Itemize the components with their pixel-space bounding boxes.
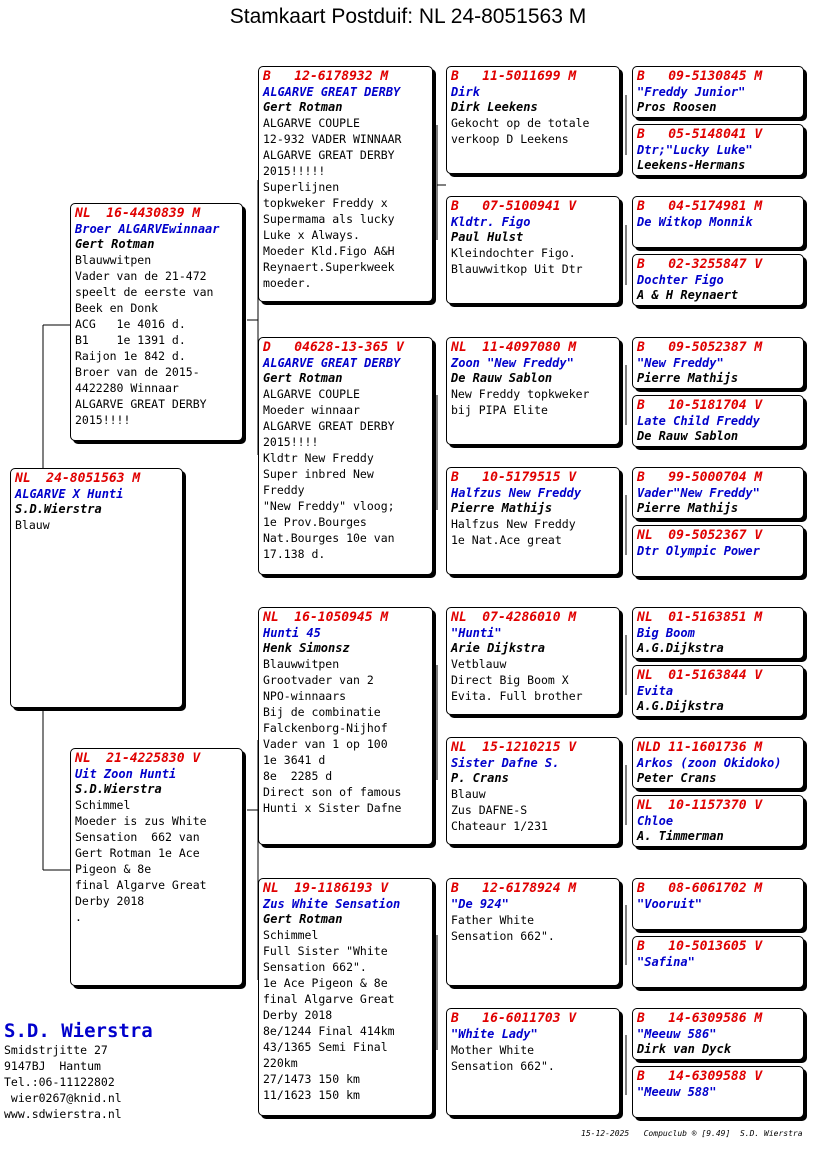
ring-number: NL 16-1050945 M — [263, 610, 389, 625]
pigeon-info-line: Full Sister "White — [263, 944, 388, 958]
pigeon-info-line: Luke x Always. — [263, 228, 360, 242]
pigeon-name: Hunti 45 — [263, 626, 321, 640]
breeder-name: Henk Simonsz — [263, 641, 350, 655]
pigeon-info-line: Pigeon & 8e — [75, 862, 152, 876]
pigeon-info-line: 2015!!!! — [263, 435, 319, 449]
pigeon-name: "Vooruit" — [637, 897, 703, 911]
pigeon-info: Blauw — [15, 518, 50, 532]
pigeon-info-line: final Algarve Great — [263, 992, 395, 1006]
pigeon-info-line: Moeder winnaar — [263, 403, 360, 417]
ring-number: NL 01-5163844 V — [637, 668, 763, 683]
pigeon-info-line: 220km — [263, 1056, 298, 1070]
pigeon-info-line: ALGARVE GREAT DERBY — [75, 397, 207, 411]
pigeon-info-line: 43/1365 Semi Final — [263, 1040, 388, 1054]
pigeon-info-line: Nat.Bourges 10e van — [263, 531, 395, 545]
pigeon-name: Chloe — [637, 814, 674, 828]
ancestor-card-g11[interactable] — [632, 795, 804, 847]
ring-number: B 09-5130845 M — [637, 69, 763, 84]
pigeon-info-line: bij PIPA Elite — [451, 403, 548, 417]
ring-number: NL 10-1157370 V — [637, 798, 763, 813]
ring-number: B 12-6178932 M — [263, 69, 389, 84]
ring-number: B 14-6309586 M — [637, 1011, 763, 1026]
pigeon-info-line: Hunti x Sister Dafne — [263, 801, 402, 815]
pigeon-info-line: 8e 2285 d — [263, 769, 333, 783]
ancestor-card-g1[interactable] — [632, 124, 804, 176]
ancestor-card-g0[interactable] — [632, 66, 804, 118]
breeder-name: Paul Hulst — [451, 230, 524, 244]
pigeon-info-line: B1 1e 1391 d. — [75, 333, 186, 347]
pigeon-name: "White Lady" — [451, 1027, 538, 1041]
pigeon-info-line: Derby 2018 — [75, 894, 145, 908]
pigeon-info-line: moeder. — [263, 276, 312, 290]
pigeon-info-line: Sensation 662". — [263, 960, 367, 974]
pigeon-info-line: NPO-winnaars — [263, 689, 347, 703]
ancestor-card-g4[interactable] — [632, 337, 804, 389]
ring-number: NL 19-1186193 V — [263, 881, 389, 896]
pigeon-info-line: 8e/1244 Final 414km — [263, 1024, 395, 1038]
pigeon-info-line: final Algarve Great — [75, 878, 207, 892]
breeder-name: Pierre Mathijs — [451, 501, 553, 515]
pigeon-info-line: Evita. Full brother — [451, 689, 583, 703]
ring-number: B 09-5052387 M — [637, 340, 763, 355]
owner-name: S.D. Wierstra — [4, 1020, 153, 1042]
pigeon-info-line: Gert Rotman 1e Ace — [75, 846, 200, 860]
pigeon-info-line: Moeder is zus White — [75, 814, 207, 828]
pigeon-name: Big Boom — [637, 626, 695, 640]
pigeon-name: Uit Zoon Hunti — [75, 767, 177, 781]
ring-number: B 05-5148041 V — [637, 127, 763, 142]
breeder-name: P. Crans — [451, 771, 509, 785]
ring-number: B 10-5181704 V — [637, 398, 763, 413]
pigeon-name: ALGARVE GREAT DERBY — [263, 356, 401, 370]
pigeon-info-line: ALGARVE GREAT DERBY — [263, 148, 395, 162]
pigeon-info-line: Halfzus New Freddy — [451, 517, 576, 531]
grandfather-paternal-card[interactable] — [258, 66, 433, 302]
ancestor-card-mff[interactable] — [446, 607, 620, 715]
pigeon-info-line: speelt de eerste van — [75, 285, 214, 299]
pigeon-info-line: Raijon 1e 842 d. — [75, 349, 186, 363]
ring-number: B 04-5174981 M — [637, 199, 763, 214]
breeder-name: A.G.Dijkstra — [637, 699, 724, 713]
pigeon-info-line: 11/1623 150 km — [263, 1088, 360, 1102]
pigeon-name: Dochter Figo — [637, 273, 724, 287]
owner-phone: Tel.:06-11122802 — [4, 1075, 115, 1089]
owner-address: Smidstrjitte 27 — [4, 1043, 108, 1057]
pigeon-info-line: New Freddy topkweker — [451, 387, 590, 401]
pigeon-info-line: Sensation 662". — [451, 929, 555, 943]
pigeon-info-line: 2015!!!!! — [263, 164, 326, 178]
pigeon-info-line: Broer van de 2015- — [75, 365, 200, 379]
pigeon-info-line: Mother White — [451, 1043, 535, 1057]
breeder-name: Peter Crans — [637, 771, 717, 785]
ring-number: D 04628-13-365 V — [263, 340, 404, 355]
pigeon-info-line: 1e Nat.Ace great — [451, 533, 562, 547]
pigeon-info-line: Bij de combinatie — [263, 705, 381, 719]
father-card[interactable] — [70, 203, 243, 441]
pigeon-info-line: Sensation 662 van — [75, 830, 200, 844]
ancestor-card-g14[interactable] — [632, 1008, 804, 1060]
breeder-name: Arie Dijkstra — [451, 641, 545, 655]
pigeon-info-line: Grootvader van 2 — [263, 673, 374, 687]
breeder-name: Leekens-Hermans — [637, 158, 746, 172]
ring-number: B 02-3255847 V — [637, 257, 763, 272]
pigeon-name: "Meeuw 588" — [637, 1085, 717, 1099]
breeder-name: Pros Roosen — [637, 100, 717, 114]
ring-number: NL 15-1210215 V — [451, 740, 577, 755]
ring-number: B 07-5100941 V — [451, 199, 577, 214]
grandmother-paternal-card[interactable] — [258, 337, 433, 575]
ring-number: B 08-6061702 M — [637, 881, 763, 896]
mother-card[interactable] — [70, 748, 243, 986]
breeder-name: Gert Rotman — [263, 912, 343, 926]
pigeon-info-line: Zus DAFNE-S — [451, 803, 528, 817]
ring-number: NLD 11-1601736 M — [637, 740, 763, 755]
pigeon-name: Broer ALGARVEwinnaar — [75, 222, 220, 236]
pigeon-name: De Witkop Monnik — [637, 215, 753, 229]
pigeon-info-line: 12-932 VADER WINNAAR — [263, 132, 402, 146]
pigeon-name: Dtr;"Lucky Luke" — [637, 143, 753, 157]
ancestor-card-g15[interactable] — [632, 1066, 804, 1118]
ancestor-card-g7[interactable] — [632, 525, 804, 577]
pigeon-info-line: "New Freddy" vloog; — [263, 499, 395, 513]
pigeon-name: Evita — [637, 684, 674, 698]
pigeon-info-line: ACG 1e 4016 d. — [75, 317, 186, 331]
ring-number: B 10-5179515 V — [451, 470, 577, 485]
pigeon-info-line: Blauw — [451, 787, 486, 801]
pigeon-info-line: Gekocht op de totale — [451, 116, 590, 130]
pigeon-info-line: ALGARVE COUPLE — [263, 116, 360, 130]
ancestor-card-g5[interactable] — [632, 395, 804, 447]
pigeon-info-line: Vader van 1 op 100 — [263, 737, 388, 751]
breeder-name: Dirk van Dyck — [637, 1042, 731, 1056]
breeder-name: A.G.Dijkstra — [637, 641, 724, 655]
pigeon-name: Late Child Freddy — [637, 414, 760, 428]
breeder-name: Pierre Mathijs — [637, 501, 739, 515]
ancestor-card-g2[interactable] — [632, 196, 804, 248]
ancestor-card-g8[interactable] — [632, 607, 804, 659]
pigeon-info-line: topkweker Freddy x — [263, 196, 388, 210]
ancestor-card-fff[interactable] — [446, 66, 620, 174]
ring-number: NL 01-5163851 M — [637, 610, 763, 625]
ring-number: NL 09-5052367 V — [637, 528, 763, 543]
pigeon-name: "Meeuw 586" — [637, 1027, 717, 1041]
pigeon-info-line: Vader van de 21-472 — [75, 269, 207, 283]
ring-number: NL 21-4225830 V — [75, 751, 201, 766]
pigeon-info-line: Beek en Donk — [75, 301, 159, 315]
breeder-name: A & H Reynaert — [637, 288, 739, 302]
breeder-name: S.D.Wierstra — [75, 782, 162, 796]
ancestor-card-mmm[interactable] — [446, 1008, 620, 1116]
ring-number: NL 24-8051563 M — [15, 471, 141, 486]
grandfather-maternal-card[interactable] — [258, 607, 433, 845]
pigeon-info-line: Freddy — [263, 483, 305, 497]
pigeon-info-line: 1e Ace Pigeon & 8e — [263, 976, 388, 990]
pigeon-info-line: 1e Prov.Bourges — [263, 515, 367, 529]
pigeon-info-line: Kleindochter Figo. — [451, 246, 576, 260]
ring-number: B 99-5000704 M — [637, 470, 763, 485]
ancestor-card-g12[interactable] — [632, 878, 804, 930]
breeder-name: De Rauw Sablon — [451, 371, 553, 385]
pigeon-info-line: verkoop D Leekens — [451, 132, 569, 146]
pigeon-info-line: Direct Big Boom X — [451, 673, 569, 687]
pigeon-info-line: Direct son of famous — [263, 785, 402, 799]
ancestor-card-mfm[interactable] — [446, 737, 620, 845]
ring-number: NL 16-4430839 M — [75, 206, 201, 221]
ring-number: NL 07-4286010 M — [451, 610, 577, 625]
pigeon-name: ALGARVE X Hunti — [15, 487, 124, 501]
breeder-name: A. Timmerman — [637, 829, 724, 843]
pigeon-info-line: Vetblauw — [451, 657, 507, 671]
pigeon-name: Dtr Olympic Power — [637, 544, 760, 558]
grandmother-maternal-card[interactable] — [258, 878, 433, 1116]
ring-number: B 16-6011703 V — [451, 1011, 577, 1026]
page-title: Stamkaart Postduif: NL 24-8051563 M — [229, 5, 587, 28]
pigeon-info-line: ALGARVE COUPLE — [263, 387, 360, 401]
subject-pigeon-card[interactable] — [10, 468, 183, 708]
pigeon-info-line: Reynaert.Superkweek — [263, 260, 395, 274]
ring-number: B 12-6178924 M — [451, 881, 577, 896]
ancestor-card-fmm[interactable] — [446, 467, 620, 575]
pigeon-name: Zoon "New Freddy" — [451, 356, 574, 370]
breeder-name: Pierre Mathijs — [637, 371, 739, 385]
pigeon-info-line: Schimmel — [75, 798, 131, 812]
footer-credit: 15-12-2025 Compuclub ® [9.49] S.D. Wierstra — [581, 1129, 803, 1138]
pigeon-info-line: 17.138 d. — [263, 547, 326, 561]
pigeon-info-line: Blauwwitkop Uit Dtr — [451, 262, 583, 276]
pigeon-info-line: Sensation 662". — [451, 1059, 555, 1073]
pigeon-info-line: Schimmel — [263, 928, 319, 942]
pigeon-name: Sister Dafne S. — [451, 756, 560, 770]
breeder-name: S.D.Wierstra — [15, 502, 102, 516]
pigeon-info-line: Supermama als lucky — [263, 212, 395, 226]
ancestor-card-g10[interactable] — [632, 737, 804, 789]
pigeon-info-line: Kldtr New Freddy — [263, 451, 374, 465]
pigeon-name: "New Freddy" — [637, 356, 724, 370]
pigeon-name: "Hunti" — [451, 626, 502, 640]
ring-number: B 11-5011699 M — [451, 69, 577, 84]
owner-website[interactable]: www.sdwierstra.nl — [4, 1107, 122, 1121]
pigeon-info-line: 27/1473 150 km — [263, 1072, 360, 1086]
breeder-name: Dirk Leekens — [451, 100, 538, 114]
ancestor-card-mmf[interactable] — [446, 878, 620, 986]
ancestor-card-ffm[interactable] — [446, 196, 620, 304]
owner-email[interactable]: wier0267@knid.nl — [4, 1091, 122, 1105]
breeder-name: Gert Rotman — [263, 371, 343, 385]
ancestor-card-g3[interactable] — [632, 254, 804, 306]
pigeon-info-line: . — [75, 910, 82, 924]
pigeon-info-line: 4422280 Winnaar — [75, 381, 179, 395]
pigeon-info-line: Superlijnen — [263, 180, 340, 194]
pigeon-name: ALGARVE GREAT DERBY — [263, 85, 401, 99]
pigeon-name: "Freddy Junior" — [637, 85, 746, 99]
pigeon-name: Kldtr. Figo — [451, 215, 531, 229]
pigeon-info-line: 2015!!!! — [75, 413, 131, 427]
pigeon-name: Halfzus New Freddy — [451, 486, 582, 500]
pigeon-name: Arkos (zoon Okidoko) — [637, 756, 782, 770]
pigeon-info-line: Chateaur 1/231 — [451, 819, 548, 833]
ancestor-card-g13[interactable] — [632, 936, 804, 988]
pigeon-name: Zus White Sensation — [263, 897, 401, 911]
pigeon-name: "De 924" — [451, 897, 509, 911]
ring-number: B 14-6309588 V — [637, 1069, 763, 1084]
pigeon-info-line: ALGARVE GREAT DERBY — [263, 419, 395, 433]
pigeon-info-line: Moeder Kld.Figo A&H — [263, 244, 395, 258]
ring-number: B 10-5013605 V — [637, 939, 763, 954]
pigeon-name: "Safina" — [637, 955, 695, 969]
pigeon-name: Dirk — [451, 85, 480, 99]
pigeon-info-line: Blauwwitpen — [75, 253, 152, 267]
ancestor-card-g9[interactable] — [632, 665, 804, 717]
ancestor-card-fmf[interactable] — [446, 337, 620, 445]
pigeon-info-line: Super inbred New — [263, 467, 374, 481]
ancestor-card-g6[interactable] — [632, 467, 804, 519]
breeder-name: Gert Rotman — [263, 100, 343, 114]
ring-number: NL 11-4097080 M — [451, 340, 577, 355]
pigeon-info-line: Falckenborg-Nijhof — [263, 721, 388, 735]
pigeon-info-line: 1e 3641 d — [263, 753, 326, 767]
pigeon-info-line: Derby 2018 — [263, 1008, 333, 1022]
pigeon-info-line: Father White — [451, 913, 535, 927]
owner-contact-block — [4, 1020, 153, 1122]
pigeon-info-line: Blauwwitpen — [263, 657, 340, 671]
breeder-name: De Rauw Sablon — [637, 429, 739, 443]
pigeon-name: Vader"New Freddy" — [637, 486, 760, 500]
owner-city: 9147BJ Hantum — [4, 1059, 101, 1073]
breeder-name: Gert Rotman — [75, 237, 155, 251]
